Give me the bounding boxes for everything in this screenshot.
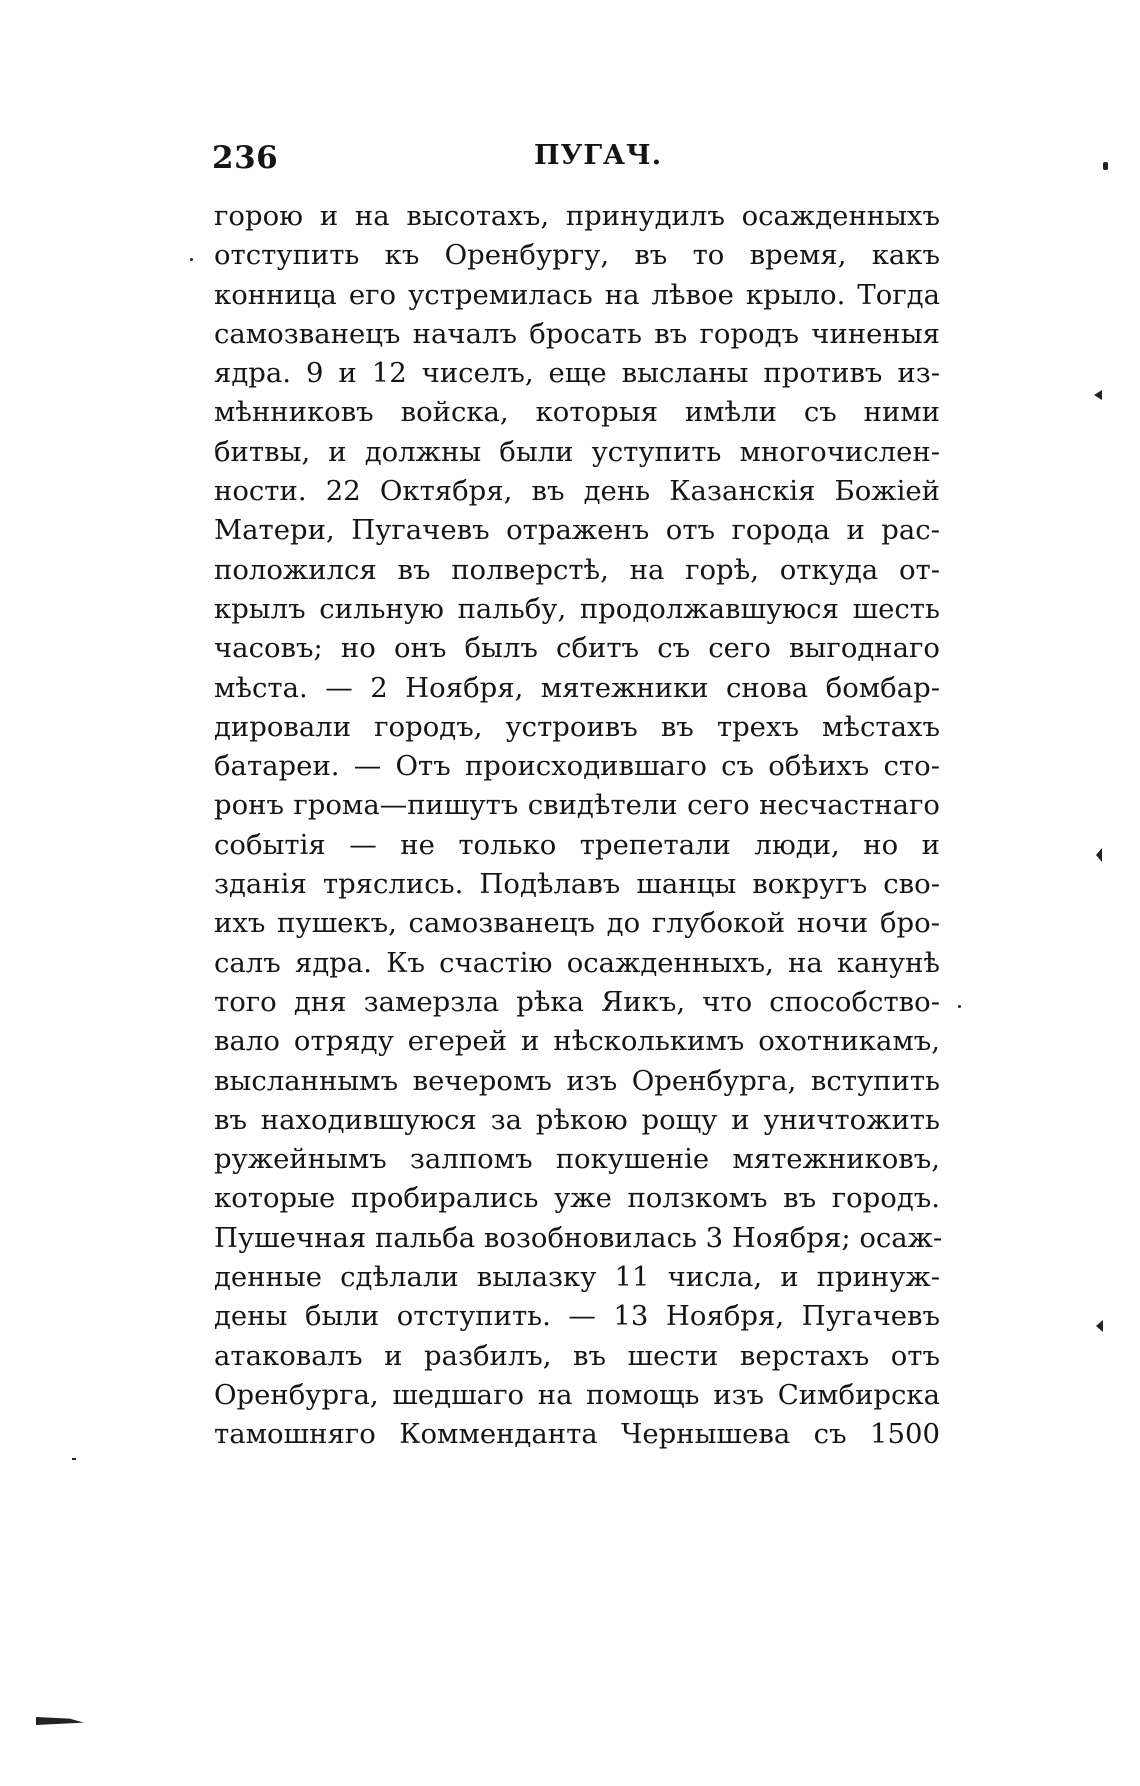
- text-line: Матери, Пугачевъ отраженъ отъ города и рас-: [214, 514, 940, 547]
- scan-speck: [1103, 162, 1108, 170]
- text-line: мѣста. — 2 Ноября, мятежники снова бомбар-: [214, 671, 940, 704]
- scan-speck: [1096, 848, 1102, 862]
- text-line: которые пробирались уже ползкомъ въ городъ.: [214, 1182, 940, 1215]
- text-line: горою и на высотахъ, принудилъ осажденныхъ: [214, 200, 940, 232]
- text-line: того дня замерзла рѣка Яикъ, что способство-: [214, 985, 940, 1018]
- body-text: [214, 197, 943, 1455]
- text-line: дены были отступить. — 13 Ноября, Пугачевъ: [214, 1300, 940, 1333]
- text-line: атаковалъ и разбилъ, въ шести верстахъ отъ: [214, 1339, 940, 1372]
- scan-speck: [1094, 390, 1102, 400]
- text-line: дировали городъ, устроивъ въ трехъ мѣстахъ: [214, 710, 940, 743]
- scan-speck: [72, 1458, 76, 1460]
- text-line: высланнымъ вечеромъ изъ Оренбурга, вступить: [214, 1064, 940, 1097]
- text-line: денные сдѣлали вылазку 11 числа, и принуж-: [214, 1261, 940, 1294]
- running-head: [212, 140, 912, 180]
- text-line: положился въ полверстѣ, на горѣ, откуда от-: [214, 553, 940, 586]
- text-line: вало отряду егерей и нѣсколькимъ охотникамъ,: [214, 1025, 940, 1058]
- scan-speck: [958, 1005, 961, 1008]
- text-line: ности. 22 Октября, въ день Казанскія Божіей: [214, 475, 940, 508]
- text-line: ядра. 9 и 12 чиселъ, еще высланы противъ из-: [214, 357, 940, 390]
- page-number: 236: [212, 140, 279, 176]
- text-line: мѣнниковъ войска, которыя имѣли съ ними: [214, 396, 940, 429]
- text-line: событія — не только трепетали люди, но и: [214, 828, 940, 861]
- text-line: конница его устремилась на лѣвое крыло. Тогда: [214, 278, 940, 311]
- running-title: ПУГАЧ.: [534, 140, 663, 171]
- text-line: ронъ грома—пишутъ свидѣтели сего несчастнаго: [214, 789, 940, 822]
- text-line: батареи. — Отъ происходившаго съ обѣихъ сто-: [214, 750, 940, 783]
- text-line: зданія тряслись. Подѣлавъ шанцы вокругъ сво-: [214, 868, 940, 901]
- text-line: въ находившуюся за рѣкою рощу и уничтожить: [214, 1103, 940, 1136]
- text-line: крылъ сильную пальбу, продолжавшуюся шесть: [214, 592, 940, 625]
- text-line: Пушечная пальба возобновилась 3 Ноября; осаж-: [214, 1221, 943, 1254]
- scan-speck: [190, 258, 193, 261]
- text-line: ихъ пушекъ, самозванецъ до глубокой ночи бро-: [214, 907, 940, 940]
- text-line: салъ ядра. Къ счастію осажденныхъ, на канунѣ: [214, 946, 940, 979]
- text-line: часовъ; но онъ былъ сбитъ съ сего выгоднаго: [214, 632, 940, 665]
- text-line: битвы, и должны были уступить многочислен-: [214, 435, 940, 468]
- text-line: самозванецъ началъ бросать въ городъ чиненыя: [214, 317, 940, 350]
- scan-smudge: [36, 1717, 84, 1725]
- text-line: ружейнымъ залпомъ покушеніе мятежниковъ,: [214, 1143, 940, 1176]
- scan-speck: [1096, 1320, 1103, 1332]
- text-line: отступить къ Оренбургу, въ то время, какъ: [214, 239, 940, 272]
- text-line: Оренбурга, шедшаго на помощь изъ Симбирска: [214, 1378, 940, 1411]
- text-line: тамошняго Коммендантa Чернышева съ 1500: [214, 1418, 940, 1451]
